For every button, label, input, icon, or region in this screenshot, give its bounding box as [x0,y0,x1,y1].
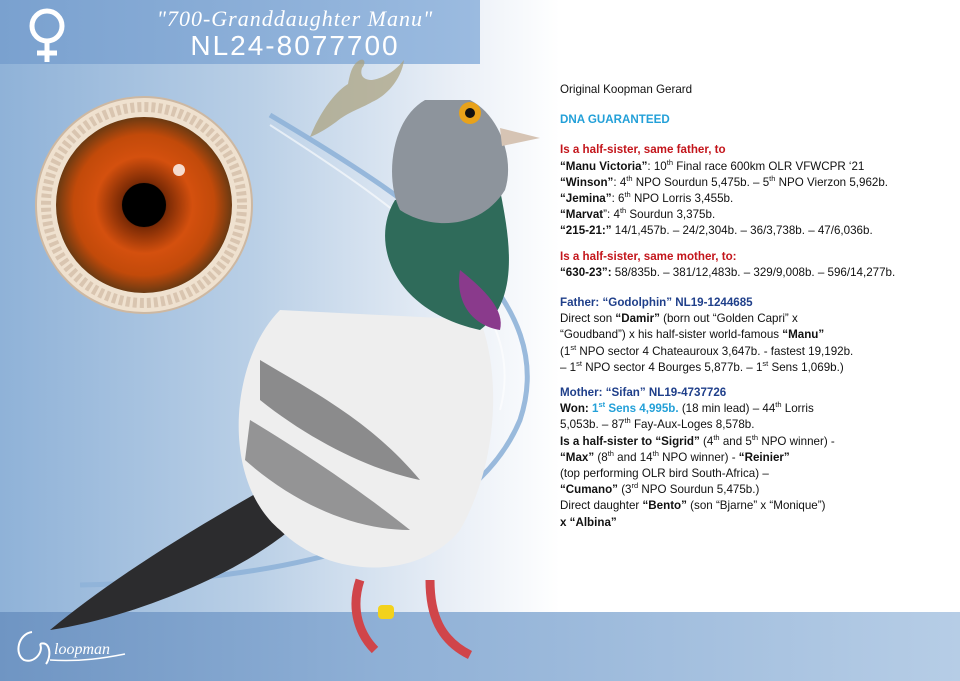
sibling-entry: “Manu Victoria”: 10th Final race 600km OLR VFWCPR ‘21 [560,157,865,173]
father-line: (1st NPO sector 4 Chateauroux 3,647b. - fastest 19,192b. [560,342,854,358]
father-line: – 1st NPO sector 4 Bourges 5,877b. – 1st Sens 1,069b.) [560,358,844,374]
pigeon-photo [30,60,590,680]
mother-line: “Max” (8th and 14th NPO winner) - “Reinier” [560,449,790,464]
mother-heading: Mother: “Sifan” NL19-4737726 [560,386,727,400]
sibling-entry: “Winson”: 4th NPO Sourdun 5,475b. – 5th NPO Vierzon 5,962b. [560,173,889,189]
father-heading: Father: “Godolphin” NL19-1244685 [560,296,753,310]
dna-guarantee: DNA GUARANTEED [560,113,670,127]
mother-line: x “Albina” [560,515,617,529]
ring-number: NL24-8077700 [190,30,400,61]
pedigree-info [560,82,955,531]
mother-line: Direct daughter “Bento” (son “Bjarne” x “Monique”) [560,499,826,513]
mother-line: “Cumano” (3rd NPO Sourdun 5,475b.) [560,481,760,497]
half-sister-father-heading: Is a half-sister, same father, to [560,143,726,157]
venus-icon [12,4,82,66]
pigeon-name-title: "700-Granddaughter Manu" [156,6,434,31]
koopman-signature-logo [10,620,130,670]
sibling-entry: “215-21:” 14/1,457b. – 24/2,304b. – 36/3,738b. – 47/6,036b. [560,224,873,238]
mother-line: (top performing OLR bird South-Africa) – [560,467,769,481]
half-sister-mother-heading: Is a half-sister, same mother, to: [560,249,737,263]
father-line: “Goudband”) x his half-sister world-famous “Manu” [560,328,825,342]
mother-line: Won: 1st Sens 4,995b. (18 min lead) – 44th Lorris [560,400,814,416]
mother-line: Is a half-sister to “Sigrid” (4th and 5th NPO winner) - [560,432,835,448]
father-line: Direct son “Damir” (born out “Golden Capri” x [560,312,798,326]
mother-line: 5,053b. – 87th Fay-Aux-Loges 8,578b. [560,416,755,432]
sibling-entry: “630-23”: 58/835b. – 381/12,483b. – 329/9,008b. – 596/14,277b. [560,265,896,279]
source-line: Original Koopman Gerard [560,83,693,96]
svg-text:loopman: loopman [54,641,110,658]
sibling-entry: “Marvat”: 4th Sourdun 3,375b. [560,206,716,222]
sibling-entry: “Jemina”: 6th NPO Lorris 3,455b. [560,190,734,206]
